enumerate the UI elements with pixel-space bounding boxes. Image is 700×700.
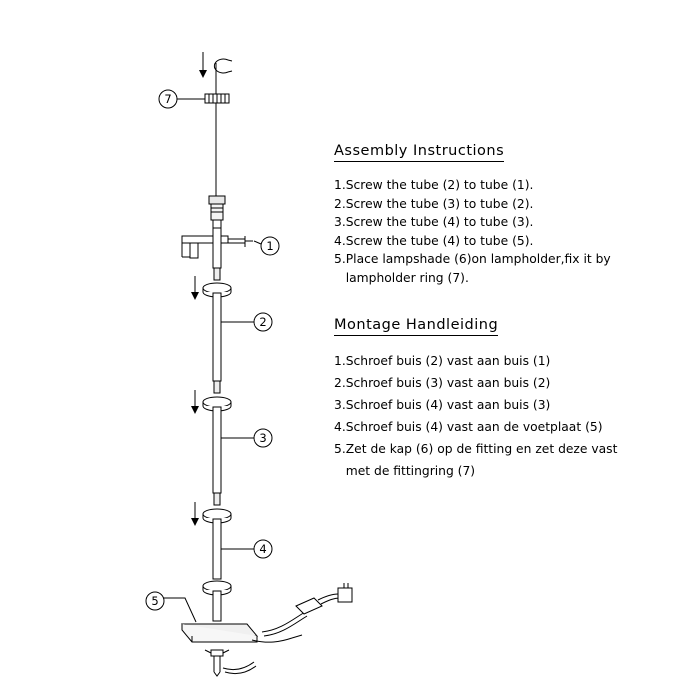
threaded-nipple [185, 94, 229, 103]
callout-label-4: 4 [259, 542, 267, 556]
base-plate [182, 624, 257, 642]
base-wire [223, 662, 256, 674]
english-instructions-block [334, 140, 674, 288]
english-step-4: 4.Screw the tube (4) to tube (5). [334, 233, 534, 248]
power-cord [252, 583, 352, 642]
instructions-panel [334, 140, 674, 482]
tube-4 [213, 519, 221, 579]
english-step-2: 2.Screw the tube (3) to tube (2). [334, 196, 534, 211]
dutch-step-5-cont: met de fittingring (7) [334, 463, 476, 478]
callout-label-7: 7 [164, 92, 172, 106]
tube-2 [213, 293, 221, 393]
callout-label-3: 3 [259, 431, 267, 445]
english-step-1: 1.Screw the tube (2) to tube (1). [334, 178, 534, 192]
english-heading: Assembly Instructions [334, 143, 504, 162]
lamp-socket [209, 196, 225, 228]
assembly-arrow-1 [191, 276, 199, 300]
dutch-step-5: 5.Zet de kap (6) op de fitting en zet deze vast [334, 441, 618, 456]
assembly-arrow-2 [191, 390, 199, 414]
english-step-list [334, 176, 674, 288]
callout-label-2: 2 [259, 315, 267, 329]
english-step-3: 3.Screw the tube (4) to tube (3). [334, 215, 534, 230]
english-step-5-cont: lampholder ring (7). [334, 270, 469, 285]
dutch-step-3: 3.Schroef buis (4) vast aan buis (3) [334, 397, 551, 412]
english-step-5: 5.Place lampshade (6)on lampholder,fix it by [334, 252, 611, 267]
dutch-step-list [334, 350, 674, 482]
assembly-arrow-3 [191, 502, 199, 526]
dutch-step-4: 4.Schroef buis (4) vast aan de voetplaat (5) [334, 419, 603, 434]
dutch-step-2: 2.Schroef buis (3) vast aan buis (2) [334, 375, 551, 390]
dutch-instructions-block [334, 314, 674, 482]
tube-1 [213, 228, 221, 280]
dutch-heading: Montage Handleiding [334, 317, 498, 336]
joint-collar-4 [203, 581, 231, 621]
callout-label-1: 1 [266, 239, 274, 253]
dutch-step-1: 1.Schroef buis (2) vast aan buis (1) [334, 353, 551, 368]
callout-label-5: 5 [151, 594, 159, 608]
tube-3 [213, 407, 221, 505]
